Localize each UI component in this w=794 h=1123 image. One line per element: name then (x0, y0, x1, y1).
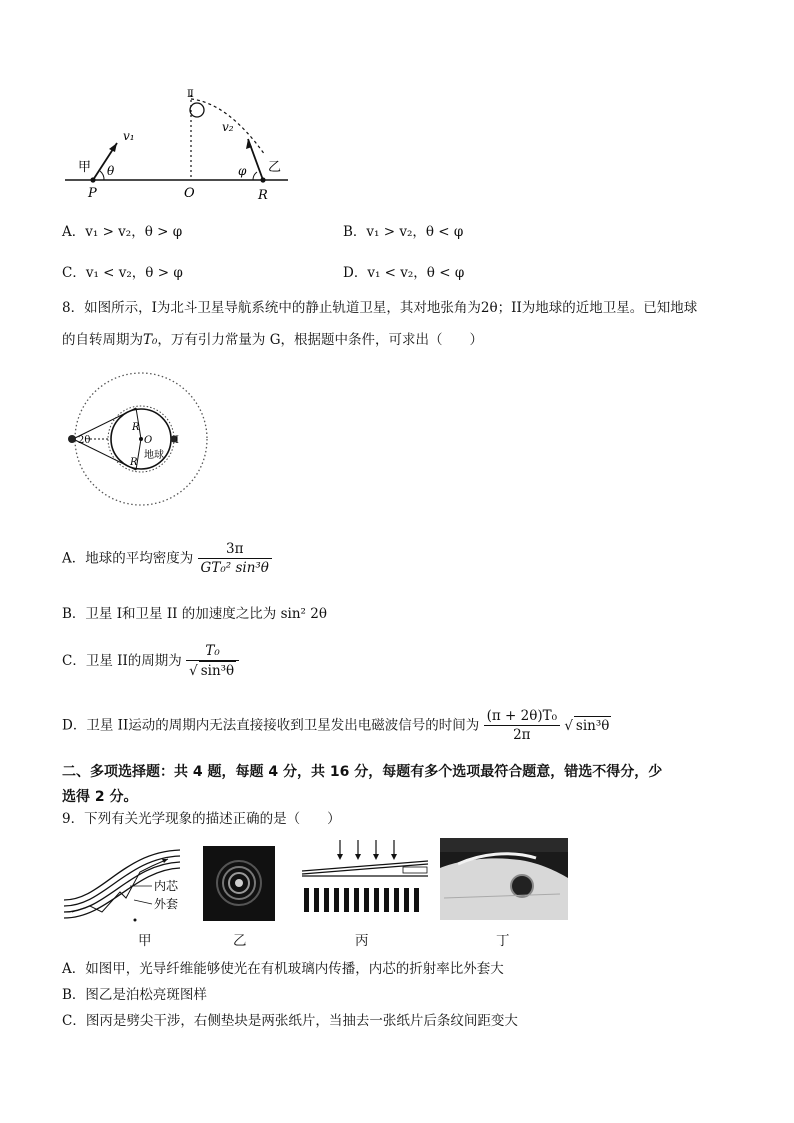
wedge-interference-figure (300, 838, 430, 914)
angle-2theta-label: 2θ (78, 435, 91, 446)
q9-option-c: C．图丙是劈尖干涉，右侧垫块是两张纸片，当抽去一张纸片后条纹间距变大 (62, 1013, 518, 1029)
q8-question-line2: 的自转周期为T₀，万有引力常量为 G，根据题中条件，可求出（ ） (62, 332, 483, 348)
right-body-label: 乙 (268, 160, 282, 175)
q8-option-a: A．地球的平均密度为 $\frac{3\pi}{\text{GT₀² sin³θ}}$ (62, 540, 272, 577)
q8-d-numerator: (π + 2θ)T₀ (484, 707, 560, 726)
left-body-label: 甲 (78, 160, 92, 175)
car-reflection-photo (440, 838, 568, 920)
q8-c-denominator: sin³θ (200, 663, 235, 679)
orbit-figure (62, 368, 212, 513)
section-2-heading-line2: 选得 2 分。 (62, 789, 138, 805)
q8-c-numerator: T₀ (186, 642, 239, 661)
core-label: 内芯 (154, 879, 179, 893)
optical-fiber-figure (62, 842, 192, 922)
figure-caption-bing: 丙 (355, 933, 369, 949)
q7-option-b: B．v₁ > v₂，θ < φ (343, 224, 464, 240)
poisson-spot-image (203, 846, 275, 921)
radius-upper-label: R (132, 422, 140, 433)
q9-option-a: A．如图甲，光导纤维能够使光在有机玻璃内传播，内芯的折射率比外套大 (62, 961, 504, 977)
q7-option-a: A．v₁ > v₂，θ > φ (62, 224, 183, 240)
velocity-v2-label: v₂ (222, 120, 234, 134)
satellite-i-label: I (175, 435, 179, 446)
section-2-heading-line1: 二、多项选择题：共 4 题，每题 4 分，共 16 分，每题有多个选项最符合题意，错选不得分，少 (62, 764, 663, 780)
projectile-figure (60, 85, 300, 205)
q8-option-d: D．卫星 II运动的周期内无法直接接收到卫星发出电磁波信号的时间为 $\frac{\text{(π + 2θ)T₀}}{2\pi}$ √ sin³θ (62, 708, 610, 743)
angle-phi-label: φ (238, 164, 247, 178)
q8-option-b: B．卫星 I和卫星 II 的加速度之比为 sin² 2θ (62, 606, 327, 622)
q8-question-line1: 8．如图所示，I为北斗卫星导航系统中的静止轨道卫星，其对地张角为2θ；II为地球的近地卫星。已知地球 (62, 300, 698, 316)
q8-d-root: sin³θ (575, 717, 610, 734)
figure-caption-ding: 丁 (496, 933, 510, 949)
point-p-label: P (88, 186, 97, 201)
q8-d-denominator: 2π (513, 727, 531, 743)
q8-option-c: C．卫星 II的周期为 $\frac{\text{T₀}}{\text{√ sin³θ}}$ (62, 642, 239, 680)
q7-option-d: D．v₁ < v₂，θ < φ (343, 265, 465, 281)
q9-option-b: B．图乙是泊松亮斑图样 (62, 987, 207, 1003)
top-point-label: Ⅱ (187, 89, 194, 100)
radius-lower-label: R (130, 457, 138, 468)
figure-caption-yi: 乙 (233, 933, 247, 949)
earth-label: 地球 (144, 450, 164, 461)
figure-caption-jia: 甲 (138, 933, 152, 949)
center-o-label: O (144, 435, 153, 446)
cladding-label: 外套 (154, 897, 179, 911)
q9-question: 9．下列有关光学现象的描述正确的是（ ） (62, 811, 341, 827)
point-o-label: O (184, 186, 195, 201)
q8-a-numerator: 3π (198, 540, 272, 559)
velocity-v1-label: v₁ (123, 129, 135, 143)
point-r-label: R (258, 188, 268, 203)
q8-a-denominator: GT₀² sin³θ (200, 560, 269, 576)
q7-option-c: C．v₁ < v₂，θ > φ (62, 265, 183, 281)
angle-theta-label: θ (107, 164, 115, 178)
